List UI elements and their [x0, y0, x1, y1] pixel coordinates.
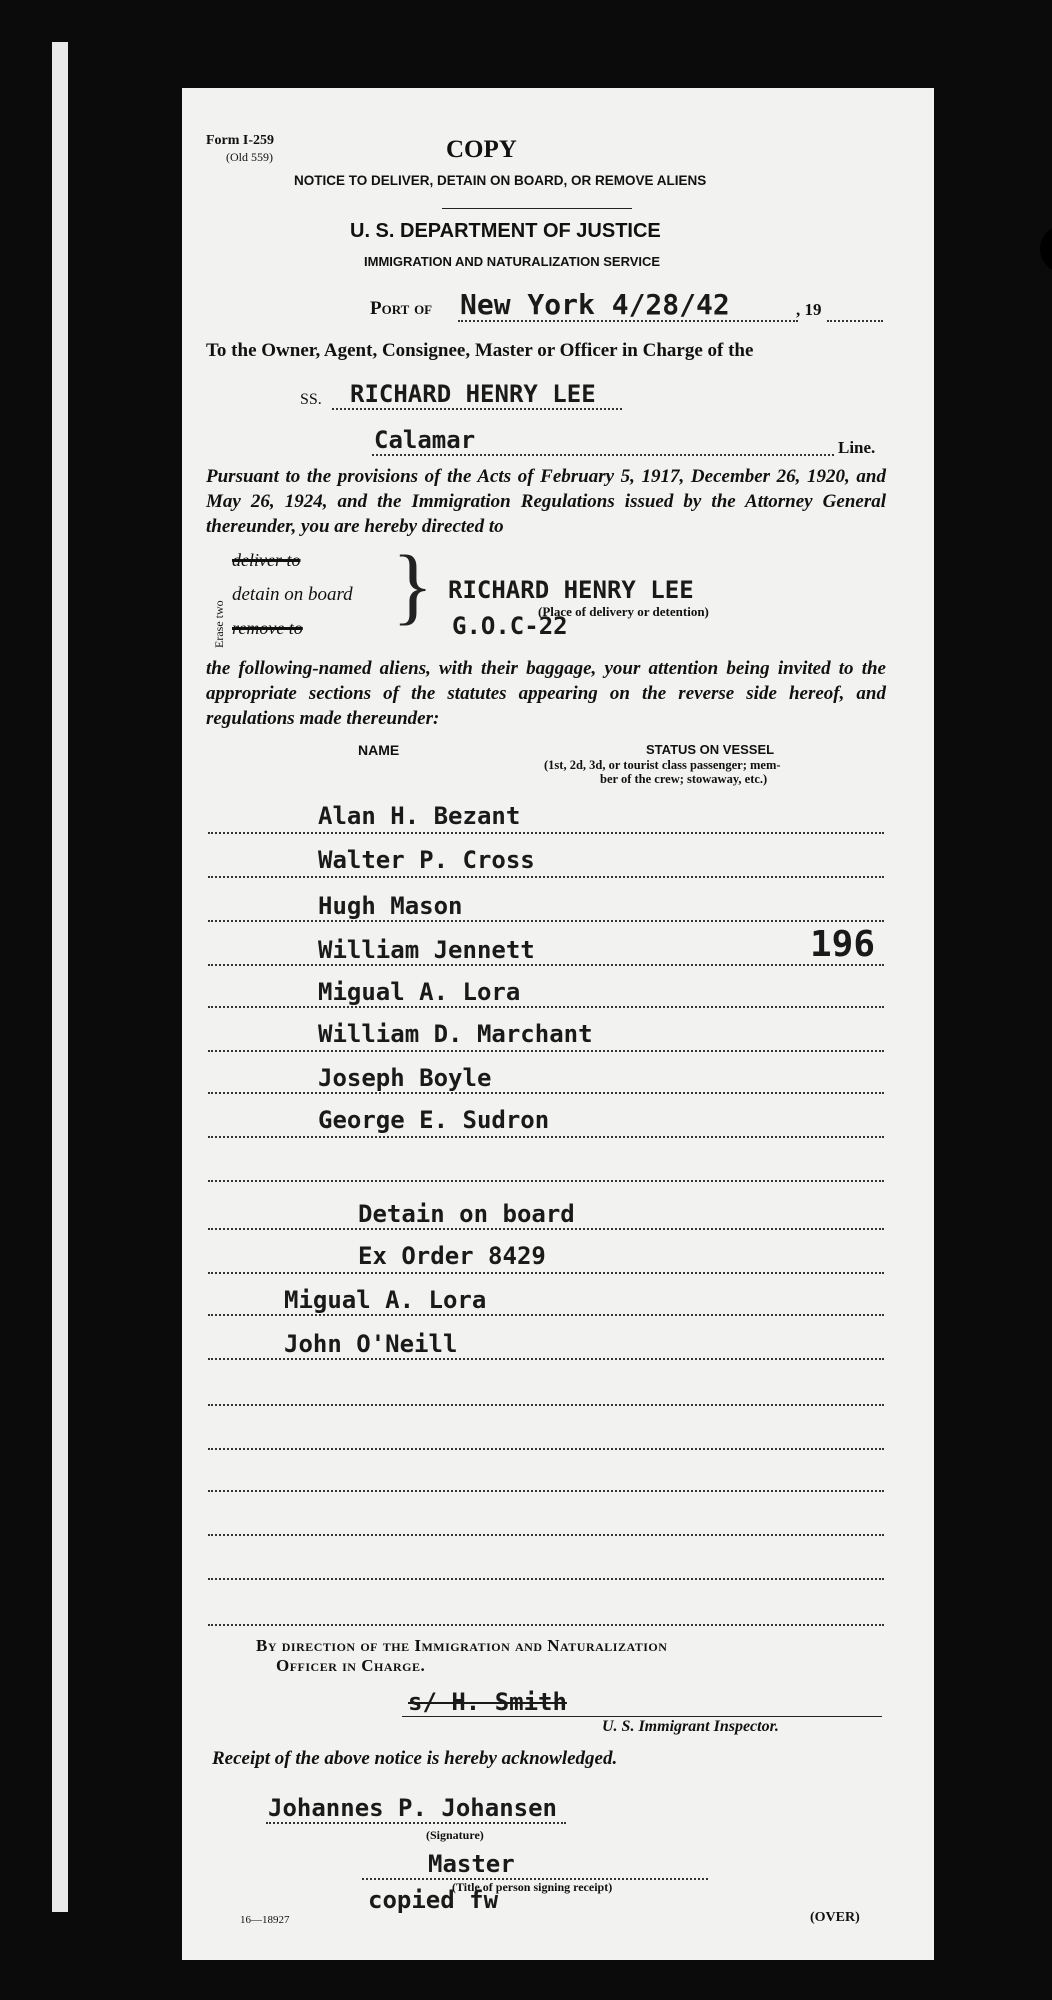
detain-line-2: Ex Order 8429 [358, 1242, 546, 1270]
punch-hole [1040, 225, 1052, 273]
detain-line-1: Detain on board [358, 1200, 575, 1228]
port-value: New York 4/28/42 [460, 288, 730, 321]
department-title: U. S. DEPARTMENT OF JUSTICE [350, 220, 661, 242]
header-divider [442, 208, 632, 209]
ss-label: SS. [300, 391, 322, 408]
service-title: IMMIGRATION AND NATURALIZATION SERVICE [364, 254, 661, 269]
signature-caption: (Signature) [426, 1828, 484, 1842]
place-value-2: G.O.C-22 [452, 612, 568, 640]
addressee-line: To the Owner, Agent, Consignee, Master or Officer in Charge of the [206, 340, 754, 361]
handwritten-number: 196 [810, 924, 876, 965]
alien-row-line [208, 964, 884, 966]
copy-stamp: COPY [446, 136, 517, 163]
inspector-signature: s/ H. Smith [408, 1688, 567, 1716]
alien-name: William Jennett [318, 936, 535, 964]
detain-row-line [208, 1272, 884, 1274]
option-detain: detain on board [232, 584, 353, 605]
status-note-2: ber of the crew; stowaway, etc.) [600, 772, 768, 786]
inspector-signature-line [402, 1716, 882, 1717]
form-i259-document [182, 88, 934, 1960]
alien-name: William D. Marchant [318, 1020, 593, 1048]
vessel-line [332, 408, 622, 410]
blank-row-line [208, 1448, 884, 1450]
alien-name: Alan H. Bezant [318, 802, 521, 830]
signer-title: Master [428, 1850, 515, 1878]
line-label: Line. [838, 438, 876, 457]
alien-name: George E. Sudron [318, 1106, 550, 1134]
following-paragraph: the following-named aliens, with their baggage, your attention being invited to the appropriate sections of the statutes appearing on the reverse side hereof, and regulations made thereunder: [206, 658, 886, 729]
detain-row-line [208, 1358, 884, 1360]
signer-signature-line [266, 1822, 566, 1824]
alien-name: Walter P. Cross [318, 846, 535, 874]
option-remove: remove to [232, 618, 303, 638]
status-column-header: STATUS ON VESSEL [646, 742, 775, 757]
year-suffix: , 19 [796, 300, 822, 319]
vessel-name: RICHARD HENRY LEE [350, 380, 596, 408]
alien-row-line [208, 1050, 884, 1052]
alien-row-line [208, 876, 884, 878]
blank-row-line [208, 1578, 884, 1580]
alien-row-line [208, 1006, 884, 1008]
blank-row-line [208, 1490, 884, 1492]
blank-row-line [208, 1534, 884, 1536]
place-caption: (Place of delivery or detention) [538, 604, 709, 619]
receipt-acknowledgement: Receipt of the above notice is hereby acknowledged. [212, 1748, 618, 1769]
option-deliver: deliver to [232, 550, 301, 570]
alien-row-line [208, 832, 884, 834]
line-value: Calamar [374, 426, 476, 454]
inspector-title: U. S. Immigrant Inspector. [602, 1718, 779, 1735]
alien-row-line [208, 920, 884, 922]
print-code: 16—18927 [240, 1914, 290, 1926]
port-label: Port of [370, 298, 433, 319]
detain-row-line [208, 1228, 884, 1230]
status-note-1: (1st, 2d, 3d, or tourist class passenger; mem- [544, 758, 781, 772]
form-number: Form I-259 [206, 133, 275, 148]
alien-row-line [208, 1180, 884, 1182]
alien-name: Hugh Mason [318, 892, 463, 920]
options-bracket: } [392, 537, 434, 633]
alien-row-line [208, 1136, 884, 1138]
year-line [827, 320, 883, 322]
line-dots [372, 454, 834, 456]
form-old-number: (Old 559) [226, 150, 273, 164]
blank-row-line [208, 1404, 884, 1406]
direction-line-1: By direction of the Immigration and Naturalization [256, 1636, 668, 1655]
left-paper-strip [52, 42, 68, 1912]
port-line [458, 320, 798, 322]
notice-title: NOTICE TO DELIVER, DETAIN ON BOARD, OR REMOVE ALIENS [294, 173, 707, 188]
detain-name: John O'Neill [284, 1330, 458, 1358]
title-caption: (Title of person signing receipt) [452, 1880, 613, 1894]
signer-name: Johannes P. Johansen [268, 1794, 557, 1822]
alien-row-line [208, 1092, 884, 1094]
detain-row-line [208, 1314, 884, 1316]
over-label: (OVER) [810, 1910, 860, 1925]
erase-two-note: Erase two [212, 600, 226, 648]
place-value-1: RICHARD HENRY LEE [448, 576, 694, 604]
detain-name: Migual A. Lora [284, 1286, 487, 1314]
pursuant-paragraph: Pursuant to the provisions of the Acts of February 5, 1917, December 26, 1920, and May 26, 1924, and the Immigration Regulations issued by the Attorney General thereunder, you are hereby directed to [206, 466, 886, 537]
alien-name: Joseph Boyle [318, 1064, 492, 1092]
copied-annotation: copied fw [368, 1886, 499, 1914]
blank-row-line [208, 1624, 884, 1626]
name-column-header: NAME [358, 742, 400, 758]
direction-line-2: Officer in Charge. [276, 1656, 426, 1675]
alien-name: Migual A. Lora [318, 978, 521, 1006]
